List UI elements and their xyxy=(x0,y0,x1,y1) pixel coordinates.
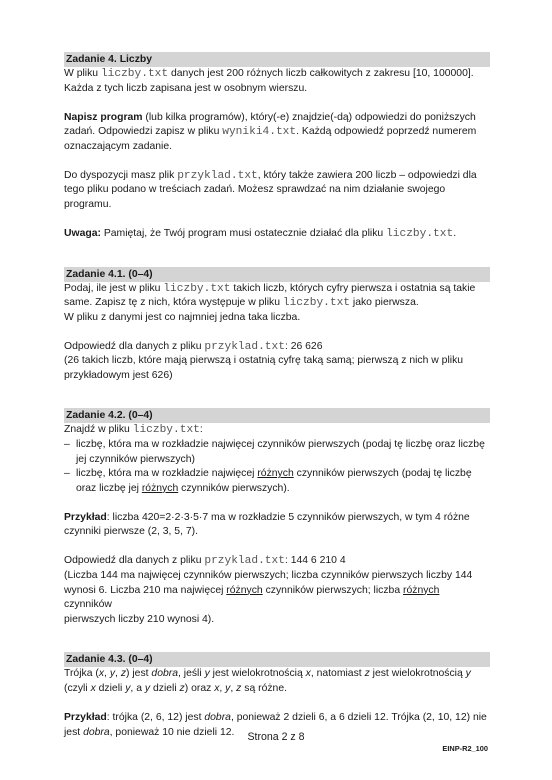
underlined-text: różnych xyxy=(141,482,179,494)
var: y xyxy=(204,668,210,680)
text: Podaj, ile jest w pliku xyxy=(64,282,164,294)
text: czynników xyxy=(64,599,112,611)
bold-lead: Przykład xyxy=(64,511,107,523)
list-item xyxy=(64,438,490,467)
exam-code: EINP-R2_100 xyxy=(442,744,488,753)
text: same. Zapisz tę z nich, która występuje w pliku xyxy=(64,297,283,309)
text: tego pliku podano w treściach zadań. Możesz sprawdzać na nim działanie swojego xyxy=(64,184,446,196)
task-4-3-heading: Zadanie 4.3. (0–4) xyxy=(64,652,490,667)
text: ) jest xyxy=(126,668,152,680)
text: (26 takich liczb, które mają pierwszą i ostatnią cyfrę taką samą; pierwszą z nich w pliku xyxy=(64,355,464,367)
text: oraz liczbę jej xyxy=(76,482,142,494)
text: , jeśli xyxy=(178,668,205,680)
text: (czyli xyxy=(64,682,91,694)
text: (lub kilka programów), który(-e) znajdzie(-dą) odpowiedzi do poniższych xyxy=(142,111,476,123)
text: jej czynników pierwszych) xyxy=(76,453,195,465)
text: ) oraz xyxy=(184,682,215,694)
var: z xyxy=(236,682,242,694)
text: Do dyspozycji masz plik xyxy=(64,169,178,181)
filename-wyniki: wyniki4.txt xyxy=(222,126,297,139)
text: W pliku z danymi jest co najmniej jedna taka liczba. xyxy=(64,311,301,323)
task-4-2-list xyxy=(64,438,490,496)
task-4-1-answer xyxy=(64,340,490,384)
text: Odpowiedź dla danych z pliku xyxy=(64,340,205,352)
text: : trójka (2, 6, 12) jest xyxy=(106,711,205,723)
var: z xyxy=(364,668,370,680)
text: , ponieważ 2 dzieli 6, a 6 dzieli 12. Trójka (2, 10, 12) nie xyxy=(230,711,487,723)
text: jest xyxy=(64,726,84,738)
italic-term: dobra xyxy=(151,668,178,680)
text: . xyxy=(453,227,457,239)
var: x xyxy=(214,682,220,694)
filename-przyklad: przyklad.txt xyxy=(204,340,285,353)
text: : xyxy=(199,424,203,436)
text: dzieli xyxy=(95,682,126,694)
task-4-1-heading: Zadanie 4.1. (0–4) xyxy=(64,267,490,282)
task-4-2-heading: Zadanie 4.2. (0–4) xyxy=(64,408,490,423)
text: zadań. Odpowiedzi zapisz w pliku xyxy=(64,126,223,138)
text: , xyxy=(230,682,237,694)
text: danych jest 200 różnych liczb całkowitych z zakresu [10, 100000]. xyxy=(168,68,474,79)
var: y xyxy=(125,682,131,694)
task-4-1-question xyxy=(64,282,490,326)
var: x xyxy=(90,682,96,694)
text: , xyxy=(115,668,121,680)
text: są różne. xyxy=(241,682,287,694)
var: x xyxy=(305,668,311,680)
text: programu. xyxy=(64,198,112,210)
filename-przyklad: przyklad.txt xyxy=(177,169,258,182)
text: : 144 6 210 4 xyxy=(284,555,346,567)
bold-lead: Napisz program xyxy=(64,111,143,123)
var: x xyxy=(98,668,105,680)
task-4-2-question xyxy=(64,423,490,438)
task-4-program xyxy=(64,111,490,155)
text: jest wielokrotnością xyxy=(209,668,306,680)
text: . Każdą odpowiedź poprzedź numerem xyxy=(296,126,477,138)
text: czynników pierwszych). xyxy=(178,482,290,494)
filename-liczby: liczby.txt xyxy=(100,68,169,80)
text: oznaczającym zadanie. xyxy=(64,140,173,152)
text: Znajdź w pliku xyxy=(64,424,133,436)
text: takich liczb, których cyfry pierwsza i ostatnia są takie xyxy=(230,282,476,294)
bold-lead: Przykład xyxy=(64,711,107,723)
text: Pamiętaj, że Twój program musi ostatecznie działać dla pliku xyxy=(100,227,387,239)
bold-lead: Uwaga: xyxy=(64,227,101,239)
text: Trójka ( xyxy=(64,668,99,680)
text: , który także zawiera 200 liczb – odpowiedzi dla xyxy=(257,169,477,181)
text: , xyxy=(219,682,226,694)
text: liczbę, która ma w rozkładzie najwięcej czynników pierwszych (podaj tę liczbę oraz liczbę xyxy=(76,439,485,451)
text: Każda z tych liczb zapisana jest w osobnym wierszu. xyxy=(64,82,308,94)
text: liczbę, która ma w rozkładzie najwięcej xyxy=(76,468,258,480)
text: pierwszych liczby 210 wynosi 4). xyxy=(64,613,215,625)
task-4-3-definition xyxy=(64,667,490,696)
text: czynników pierwszych (podaj tę liczbę xyxy=(293,468,472,480)
filename-liczby: liczby.txt xyxy=(282,297,351,310)
filename-przyklad: przyklad.txt xyxy=(204,555,285,568)
italic-term: dobra xyxy=(204,711,231,723)
task-4-intro xyxy=(64,67,490,96)
page-number: Strona 2 z 8 xyxy=(247,731,305,743)
underlined-text: różnych xyxy=(403,584,440,596)
filename-liczby: liczby.txt xyxy=(386,227,454,240)
task-4-2-example xyxy=(64,511,490,540)
var: z xyxy=(120,668,127,680)
filename-liczby: liczby.txt xyxy=(132,424,200,437)
text: przykładowym jest 626) xyxy=(64,369,173,381)
task-4-2-answer xyxy=(64,554,490,627)
text: : liczba 420=2·2·3·5·7 ma w rozkładzie 5 czynników pierwszych, w tym 4 różne xyxy=(106,511,470,523)
var: y xyxy=(144,682,151,694)
page-content xyxy=(64,52,490,740)
underlined-text: różnych xyxy=(226,584,263,596)
text: jest wielokrotnością xyxy=(369,668,466,680)
text: czynników pierwszych; liczba xyxy=(262,584,404,596)
var: y xyxy=(225,682,231,694)
var: z xyxy=(179,682,185,694)
text: wynosi 6. Liczba 210 ma najwięcej xyxy=(64,584,227,596)
task-4-sample xyxy=(64,169,490,213)
underlined-text: różnych xyxy=(257,468,294,480)
task-4-heading: Zadanie 4. Liczby xyxy=(64,52,490,67)
text: Odpowiedź dla danych z pliku xyxy=(64,555,205,567)
text: , ponieważ 10 nie dzieli 12. xyxy=(109,726,235,738)
text: W pliku xyxy=(64,68,101,79)
task-4-note xyxy=(64,227,490,242)
filename-liczby: liczby.txt xyxy=(163,282,231,295)
var: y xyxy=(109,668,116,680)
text: czynniki pierwsze (2, 3, 5, 7). xyxy=(64,526,198,538)
text: : 26 626 xyxy=(284,340,323,352)
text: dzieli xyxy=(150,682,180,694)
text: jako pierwsza. xyxy=(350,297,419,309)
var: y xyxy=(465,668,471,680)
list-item xyxy=(64,467,490,496)
text: (Liczba 144 ma najwięcej czynników pierwszych; liczba czynników pierwszych liczby 144 xyxy=(64,570,473,581)
text: , a xyxy=(130,682,145,694)
text: , natomiast xyxy=(310,668,365,680)
italic-term: dobra xyxy=(83,726,110,738)
text: , xyxy=(104,668,110,680)
